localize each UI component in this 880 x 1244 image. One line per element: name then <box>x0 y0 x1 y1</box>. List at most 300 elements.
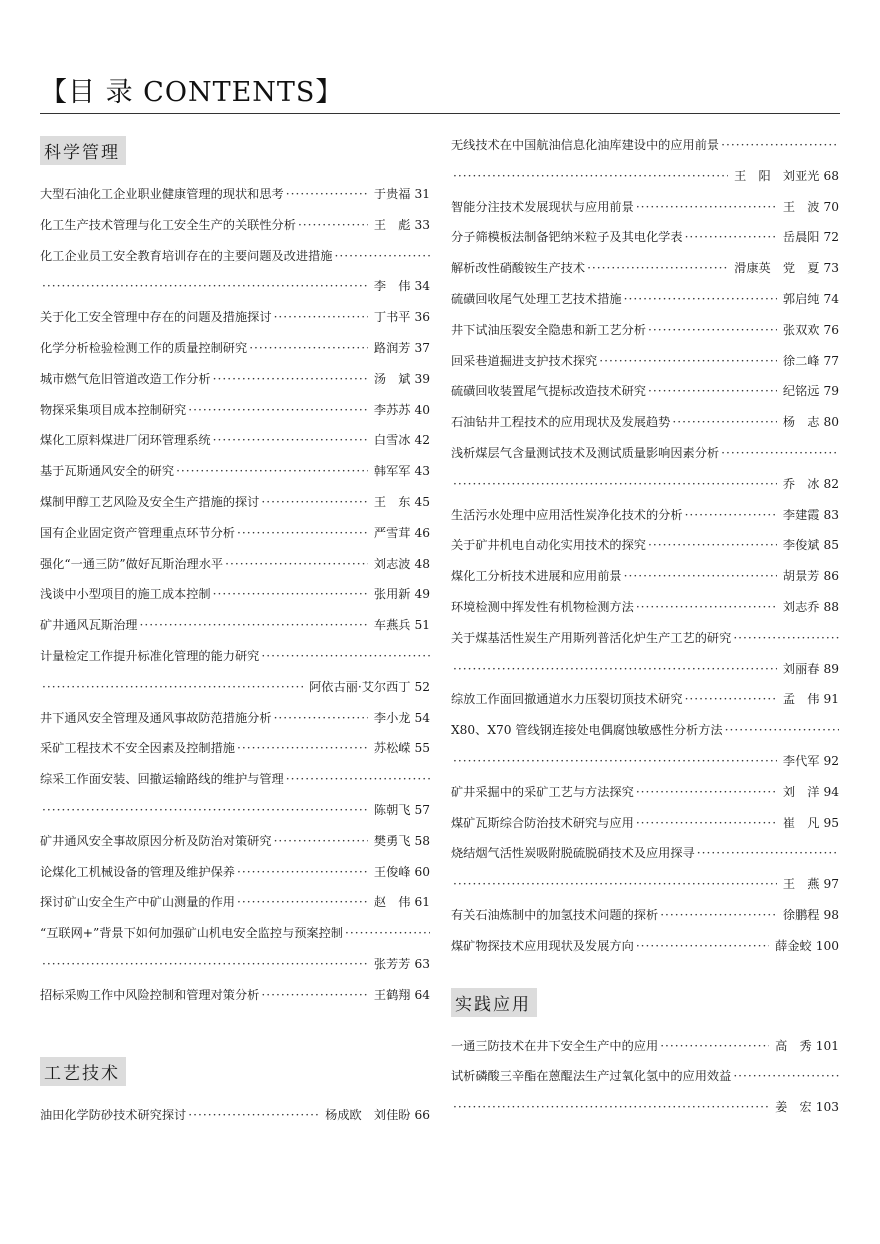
dot-leader <box>211 425 368 456</box>
toc-entry-page: 73 <box>823 261 839 276</box>
dot-leader <box>634 808 777 839</box>
dot-leader <box>296 210 368 241</box>
toc-entry[interactable] <box>40 395 430 426</box>
toc-entry-author: 白雪冰 <box>373 433 411 448</box>
toc-entry[interactable] <box>40 241 430 303</box>
toc-entry-title: 矿井采掘中的采矿工艺与方法探究 <box>451 784 634 799</box>
toc-entry-author: 刘志乔 <box>782 599 820 614</box>
toc-entry[interactable] <box>451 931 839 962</box>
toc-entry-author: 刘 洋 <box>782 784 820 799</box>
toc-entry-page: 94 <box>823 784 839 799</box>
toc-entry-line <box>451 192 839 223</box>
toc-entry-page: 83 <box>823 507 839 522</box>
toc-entry-author-line <box>40 949 430 980</box>
toc-entry[interactable] <box>451 900 839 931</box>
toc-entry-page: 54 <box>414 710 430 725</box>
toc-entry-page: 57 <box>414 802 430 817</box>
toc-entry-title: 无线技术在中国航油信息化油库建设中的应用前景 <box>451 138 720 152</box>
toc-entry-author-line <box>451 1092 839 1123</box>
dot-leader <box>719 438 839 469</box>
toc-entry-line <box>40 549 430 580</box>
toc-entry-title: 烧结烟气活性炭吸附脱硫脱硝技术及应用探寻 <box>451 846 695 861</box>
toc-entry-title: 关于化工安全管理中存在的问题及措施探讨 <box>40 310 272 325</box>
dot-leader <box>646 315 777 346</box>
toc-entry-page: 82 <box>823 476 839 491</box>
toc-entry-page: 80 <box>823 415 839 430</box>
toc-entry-author: 于贵福 <box>373 187 411 201</box>
toc-entry-line <box>451 346 839 377</box>
toc-entry-title: 化学分析检验检测工作的质量控制研究 <box>40 340 248 355</box>
toc-entry-author: 车燕兵 <box>373 618 411 633</box>
dot-leader <box>40 271 368 302</box>
toc-entry[interactable] <box>451 715 839 777</box>
toc-entry-author: 严雪茸 <box>373 525 411 540</box>
toc-entry-author: 王 波 <box>782 199 820 214</box>
toc-entry-author: 李俊斌 <box>782 538 820 553</box>
toc-entry-title: 石油钻井工程技术的应用现状及发展趋势 <box>451 415 671 430</box>
dot-leader <box>683 684 777 715</box>
toc-entry-line <box>40 579 430 610</box>
toc-entry-title: 大型石油化工企业职业健康管理的现状和思考 <box>40 187 284 201</box>
toc-entry[interactable] <box>451 592 839 623</box>
toc-entry-title: 生活污水处理中应用活性炭净化技术的分析 <box>451 507 683 522</box>
toc-entry-page: 58 <box>414 833 430 848</box>
dot-leader <box>634 777 777 808</box>
toc-entry-page: 74 <box>823 291 839 306</box>
dot-leader <box>343 918 430 949</box>
toc-entry-author: 汤 斌 <box>373 371 411 386</box>
toc-entry[interactable] <box>451 438 839 500</box>
toc-entry-line <box>451 931 839 962</box>
toc-entry-page: 33 <box>414 217 430 232</box>
toc-entry-author: 陈朝飞 <box>373 802 411 817</box>
toc-entry-title: 智能分注技术发展现状与应用前景 <box>451 199 634 214</box>
toc-entry-page: 61 <box>414 895 430 910</box>
toc-entry-title: 矿井通风安全事故原因分析及防治对策研究 <box>40 833 272 848</box>
header-divider <box>40 113 840 114</box>
dot-leader <box>658 900 777 931</box>
toc-entry-author: 胡景芳 <box>782 569 820 584</box>
toc-entry[interactable] <box>40 333 430 364</box>
toc-entry[interactable] <box>40 887 430 918</box>
toc-entry-author: 王 阳 刘亚光 <box>734 168 820 183</box>
dot-leader <box>451 1092 769 1123</box>
dot-leader <box>40 795 368 826</box>
toc-entry-page: 92 <box>823 753 839 768</box>
toc-entry-title: 煤化工原料煤进厂闭环管理系统 <box>40 433 211 448</box>
toc-entry-page: 76 <box>823 322 839 337</box>
dot-leader <box>451 654 777 685</box>
toc-entry-title: X80、X70 管线钢连接处电偶腐蚀敏感性分析方法 <box>451 723 723 738</box>
toc-entry-line <box>451 376 839 407</box>
toc-entry[interactable] <box>40 1100 430 1131</box>
dot-leader <box>622 284 777 315</box>
toc-entry[interactable] <box>451 346 839 377</box>
toc-entry[interactable] <box>40 918 430 980</box>
toc-entry[interactable] <box>451 192 839 223</box>
toc-entry-author: 张用新 <box>373 587 411 602</box>
toc-entry-line <box>451 777 839 808</box>
toc-entry-line <box>451 808 839 839</box>
toc-entry-page: 39 <box>414 371 430 386</box>
toc-entry[interactable] <box>451 284 839 315</box>
toc-entry-title: 硫磺回收尾气处理工艺技术措施 <box>451 291 622 306</box>
toc-entry[interactable] <box>451 777 839 808</box>
toc-entry[interactable] <box>40 456 430 487</box>
toc-entry-author: 滑康英 党 夏 <box>734 261 820 276</box>
toc-entry-author: 王鹤翔 <box>373 987 411 1002</box>
toc-entry-page: 77 <box>823 353 839 368</box>
toc-entry[interactable] <box>40 364 430 395</box>
toc-entry-author: 薛金蛟 <box>775 938 812 953</box>
toc-entry-author: 崔 凡 <box>782 815 820 830</box>
toc-entry-title-line <box>40 241 430 272</box>
toc-entry-title: 油田化学防砂技术研究探讨 <box>40 1107 187 1122</box>
toc-entry-author: 刘志波 <box>373 556 411 571</box>
toc-entry-author: 李建霞 <box>782 507 820 522</box>
toc-entry-page: 63 <box>414 956 430 971</box>
toc-entry-line <box>40 826 430 857</box>
toc-entry-line <box>451 1031 839 1062</box>
toc-entry[interactable] <box>451 808 839 839</box>
toc-entry[interactable] <box>451 500 839 531</box>
toc-entry-author: 李 伟 <box>373 279 411 294</box>
dot-leader <box>259 980 368 1011</box>
toc-entry[interactable] <box>40 210 430 241</box>
dot-leader <box>211 579 368 610</box>
toc-entry-title-line <box>451 715 839 746</box>
toc-entry-page: 95 <box>823 815 839 830</box>
toc-entry-line <box>40 210 430 241</box>
toc-entry-title: 环境检测中挥发性有机物检测方法 <box>451 599 634 614</box>
toc-entry[interactable] <box>40 518 430 549</box>
toc-entry-author: 刘丽春 <box>782 661 820 676</box>
dot-leader <box>223 549 368 580</box>
dot-leader <box>585 253 728 284</box>
toc-entry-author: 李小龙 <box>373 710 411 725</box>
toc-entry-page: 66 <box>414 1107 430 1122</box>
toc-entry-page: 101 <box>815 1038 839 1053</box>
dot-leader <box>138 610 368 641</box>
toc-entry-title: 浅析煤层气含量测试技术及测试质量影响因素分析 <box>451 445 720 460</box>
toc-entry-title: 关于矿井机电自动化实用技术的探究 <box>451 538 646 553</box>
toc-entry-author: 王俊峰 <box>373 864 411 879</box>
toc-entry-title: 计量检定工作提升标准化管理的能力研究 <box>40 648 260 663</box>
toc-entry-line <box>40 610 430 641</box>
toc-entry-line <box>40 302 430 333</box>
toc-entry-title-line <box>40 641 430 672</box>
toc-entry[interactable] <box>451 407 839 438</box>
dot-leader <box>333 241 431 272</box>
toc-entry-author-line <box>451 746 839 777</box>
toc-entry-author: 苏松嵘 <box>373 741 411 756</box>
dot-leader <box>658 1031 769 1062</box>
toc-entry-title: 采矿工程技术不安全因素及控制措施 <box>40 741 235 756</box>
toc-entry-line <box>40 887 430 918</box>
dot-leader <box>451 469 777 500</box>
toc-entry[interactable] <box>451 222 839 253</box>
toc-entry-title: 综放工作面回撤通道水力压裂切顶技术研究 <box>451 692 683 707</box>
toc-entry-title: 煤制甲醇工艺风险及安全生产措施的探讨 <box>40 494 260 509</box>
toc-entry-author-line <box>40 271 430 302</box>
dot-leader <box>634 192 777 223</box>
dot-leader <box>272 302 368 333</box>
toc-entry-author: 乔 冰 <box>782 476 820 491</box>
toc-entry-author: 杨成欧 刘佳盼 <box>325 1107 411 1122</box>
toc-entry[interactable] <box>40 487 430 518</box>
toc-entry[interactable] <box>451 623 839 685</box>
toc-entry-line <box>40 333 430 364</box>
toc-entry-title: 解析改性硝酸铵生产技术 <box>451 261 586 276</box>
toc-entry[interactable] <box>40 579 430 610</box>
toc-entry[interactable] <box>451 253 839 284</box>
toc-entry-title: 井下通风安全管理及通风事故防范措施分析 <box>40 710 272 725</box>
toc-entry[interactable] <box>40 826 430 857</box>
toc-entry-page: 48 <box>414 556 430 571</box>
page-title: 【目 录 CONTENTS】 <box>40 77 344 108</box>
section-heading: 工艺技术 <box>40 1057 126 1086</box>
toc-entry-author-line <box>40 795 430 826</box>
dot-leader <box>186 1100 319 1131</box>
toc-entry-title-line <box>451 838 839 869</box>
dot-leader <box>683 222 777 253</box>
toc-entry-line <box>451 684 839 715</box>
toc-entry-title: 煤化工分析技术进展和应用前景 <box>451 569 622 584</box>
toc-entry-page: 72 <box>823 230 839 245</box>
toc-entry[interactable] <box>40 425 430 456</box>
toc-entry-line <box>40 179 430 210</box>
toc-entry-author: 王 东 <box>373 494 411 509</box>
dot-leader <box>670 407 777 438</box>
toc-entry-page: 42 <box>414 433 430 448</box>
toc-entry-title: 试析磷酸三辛酯在蒽醌法生产过氧化氢中的应用效益 <box>451 1069 732 1084</box>
dot-leader <box>284 764 430 795</box>
toc-entry[interactable] <box>40 179 430 210</box>
toc-entry-page: 45 <box>414 494 430 509</box>
toc-entry-page: 31 <box>414 187 430 201</box>
dot-leader <box>259 641 430 672</box>
toc-entry[interactable] <box>451 1031 839 1062</box>
toc-entry-line <box>40 857 430 888</box>
toc-entry-line <box>451 530 839 561</box>
toc-entry[interactable] <box>451 684 839 715</box>
toc-entry-title: 国有企业固定资产管理重点环节分析 <box>40 525 235 540</box>
toc-entry[interactable] <box>40 641 430 703</box>
toc-entry[interactable] <box>40 857 430 888</box>
toc-entry-page: 51 <box>414 618 430 633</box>
toc-entry-page: 68 <box>823 168 839 183</box>
toc-entry-title: 物探采集项目成本控制研究 <box>40 402 187 417</box>
toc-entry-page: 36 <box>414 310 430 325</box>
toc-entry-page: 43 <box>414 464 430 479</box>
toc-entry-title: 综采工作面安装、回撤运输路线的维护与管理 <box>40 772 284 787</box>
dot-leader <box>451 161 728 192</box>
toc-entry-author: 李苏苏 <box>373 402 411 417</box>
toc-entry-page: 55 <box>414 741 430 756</box>
toc-entry-author: 李代军 <box>782 753 820 768</box>
toc-entry-title: 井下试油压裂安全隐患和新工艺分析 <box>451 322 646 337</box>
toc-entry-author: 徐鹏程 <box>782 907 820 922</box>
toc-entry-page: 88 <box>823 599 839 614</box>
toc-entry-author: 徐二峰 <box>782 353 820 368</box>
toc-entry-author: 阿依古丽·艾尔西丁 <box>309 679 411 694</box>
toc-entry[interactable] <box>451 130 839 192</box>
toc-entry-author: 岳晨阳 <box>782 230 820 245</box>
dot-leader <box>597 346 777 377</box>
section-spacer <box>40 1011 430 1055</box>
toc-entry-page: 64 <box>414 987 430 1002</box>
dot-leader <box>272 826 368 857</box>
toc-entry-line <box>40 364 430 395</box>
toc-entry-title: 关于煤基活性炭生产用斯列普活化炉生产工艺的研究 <box>451 630 732 645</box>
dot-leader <box>272 703 368 734</box>
toc-entry[interactable] <box>40 764 430 826</box>
dot-leader <box>40 672 303 703</box>
toc-entry-page: 70 <box>823 199 839 214</box>
toc-entry-author: 樊勇飞 <box>373 833 411 848</box>
toc-entry-author-line <box>40 672 430 703</box>
section-heading: 实践应用 <box>451 988 537 1017</box>
toc-entry-page: 97 <box>823 877 839 892</box>
dot-leader <box>186 395 368 426</box>
toc-entry-title: 矿井通风瓦斯治理 <box>40 618 138 633</box>
toc-entry-line <box>40 980 430 1011</box>
toc-entry-page: 37 <box>414 340 430 355</box>
toc-entry[interactable] <box>451 1061 839 1123</box>
dot-leader <box>235 887 368 918</box>
section-heading: 科学管理 <box>40 136 126 165</box>
toc-entry-page: 86 <box>823 569 839 584</box>
toc-entry-line <box>451 315 839 346</box>
toc-entry-page: 79 <box>823 384 839 399</box>
toc-entry-line <box>451 592 839 623</box>
toc-entry-author-line <box>451 161 839 192</box>
toc-entry-title: 回采巷道掘进支护技术探究 <box>451 353 598 368</box>
toc-entry-title-line <box>451 438 839 469</box>
toc-entry-author: 郭启纯 <box>782 291 820 306</box>
toc-entry-title: 招标采购工作中风险控制和管理对策分析 <box>40 987 260 1002</box>
toc-entry-line <box>40 395 430 426</box>
toc-entry-author: 赵 伟 <box>373 895 411 910</box>
toc-entry-line <box>40 425 430 456</box>
toc-entry-line <box>40 487 430 518</box>
section-spacer <box>451 962 839 988</box>
toc-entry-page: 40 <box>414 402 430 417</box>
toc-entry[interactable] <box>40 733 430 764</box>
toc-entry[interactable] <box>40 549 430 580</box>
right-column <box>451 130 839 1123</box>
dot-leader <box>731 623 839 654</box>
toc-entry-page: 100 <box>815 938 839 953</box>
toc-entry-author: 纪铭远 <box>782 384 820 399</box>
toc-entry-title-line <box>451 130 839 161</box>
toc-entry-title-line <box>451 1061 839 1092</box>
toc-entry-title: 有关石油炼制中的加氢技术问题的探析 <box>451 907 659 922</box>
toc-entry-title: 探讨矿山安全生产中矿山测量的作用 <box>40 895 235 910</box>
dot-leader <box>646 530 777 561</box>
toc-entry-author: 高 秀 <box>775 1038 812 1053</box>
left-column <box>40 134 430 1130</box>
toc-entry-title: 一通三防技术在井下安全生产中的应用 <box>451 1038 659 1053</box>
toc-entry-title: 煤矿物探技术应用现状及发展方向 <box>451 938 634 953</box>
toc-entry-page: 85 <box>823 538 839 553</box>
toc-entry-title: 城市燃气危旧管道改造工作分析 <box>40 371 211 386</box>
toc-entry-page: 34 <box>414 279 430 294</box>
toc-entry-line <box>451 561 839 592</box>
toc-entry-page: 103 <box>815 1100 839 1115</box>
toc-entry-title: 基于瓦斯通风安全的研究 <box>40 464 175 479</box>
dot-leader <box>247 333 368 364</box>
toc-entry-author: 姜 宏 <box>775 1100 812 1115</box>
toc-entry-author-line <box>451 869 839 900</box>
toc-entry-author: 韩军军 <box>373 464 411 479</box>
toc-entry[interactable] <box>451 315 839 346</box>
toc-entry[interactable] <box>40 980 430 1011</box>
dot-leader <box>634 592 777 623</box>
toc-entry-page: 89 <box>823 661 839 676</box>
toc-entry-page: 49 <box>414 587 430 602</box>
toc-entry[interactable] <box>40 610 430 641</box>
toc-entry[interactable] <box>40 703 430 734</box>
toc-entry-line <box>40 456 430 487</box>
toc-entry-title: 强化“一通三防”做好瓦斯治理水平 <box>40 556 224 571</box>
toc-entry-line <box>451 284 839 315</box>
toc-entry[interactable] <box>451 376 839 407</box>
dot-leader <box>235 518 368 549</box>
dot-leader <box>723 715 839 746</box>
toc-entry-page: 98 <box>823 907 839 922</box>
toc-entry[interactable] <box>451 838 839 900</box>
toc-entry-page: 91 <box>823 692 839 707</box>
dot-leader <box>695 838 839 869</box>
toc-entry-line <box>40 1100 430 1131</box>
toc-entry-title: 浅谈中小型项目的施工成本控制 <box>40 587 211 602</box>
toc-entry[interactable] <box>451 561 839 592</box>
dot-leader <box>174 456 368 487</box>
toc-entry-page: 52 <box>414 679 430 694</box>
toc-entry[interactable] <box>451 530 839 561</box>
toc-entry[interactable] <box>40 302 430 333</box>
dot-leader <box>634 931 769 962</box>
toc-entry-title: 硫磺回收装置尾气提标改造技术研究 <box>451 384 646 399</box>
toc-entry-line <box>451 500 839 531</box>
dot-leader <box>259 487 368 518</box>
toc-entry-line <box>451 253 839 284</box>
dot-leader <box>731 1061 839 1092</box>
toc-entry-author: 王 彪 <box>373 217 411 232</box>
dot-leader <box>211 364 368 395</box>
dot-leader <box>451 869 777 900</box>
toc-entry-title: 煤矿瓦斯综合防治技术研究与应用 <box>451 815 634 830</box>
toc-entry-author-line <box>451 654 839 685</box>
dot-leader <box>683 500 777 531</box>
toc-entry-author-line <box>451 469 839 500</box>
toc-entry-page: 60 <box>414 864 430 879</box>
dot-leader <box>646 376 777 407</box>
toc-entry-title-line <box>40 918 430 949</box>
toc-entry-title: 化工企业员工安全教育培训存在的主要问题及改进措施 <box>40 248 333 263</box>
toc-entry-author: 路润芳 <box>373 340 411 355</box>
dot-leader <box>284 179 368 210</box>
dot-leader <box>40 949 368 980</box>
toc-entry-line <box>451 900 839 931</box>
dot-leader <box>451 746 777 777</box>
toc-entry-title: 分子筛模板法制备钯纳米粒子及其电化学表 <box>451 230 683 245</box>
toc-entry-title: 化工生产技术管理与化工安全生产的关联性分析 <box>40 217 296 232</box>
dot-leader <box>622 561 777 592</box>
toc-entry-line <box>451 222 839 253</box>
dot-leader <box>235 733 368 764</box>
